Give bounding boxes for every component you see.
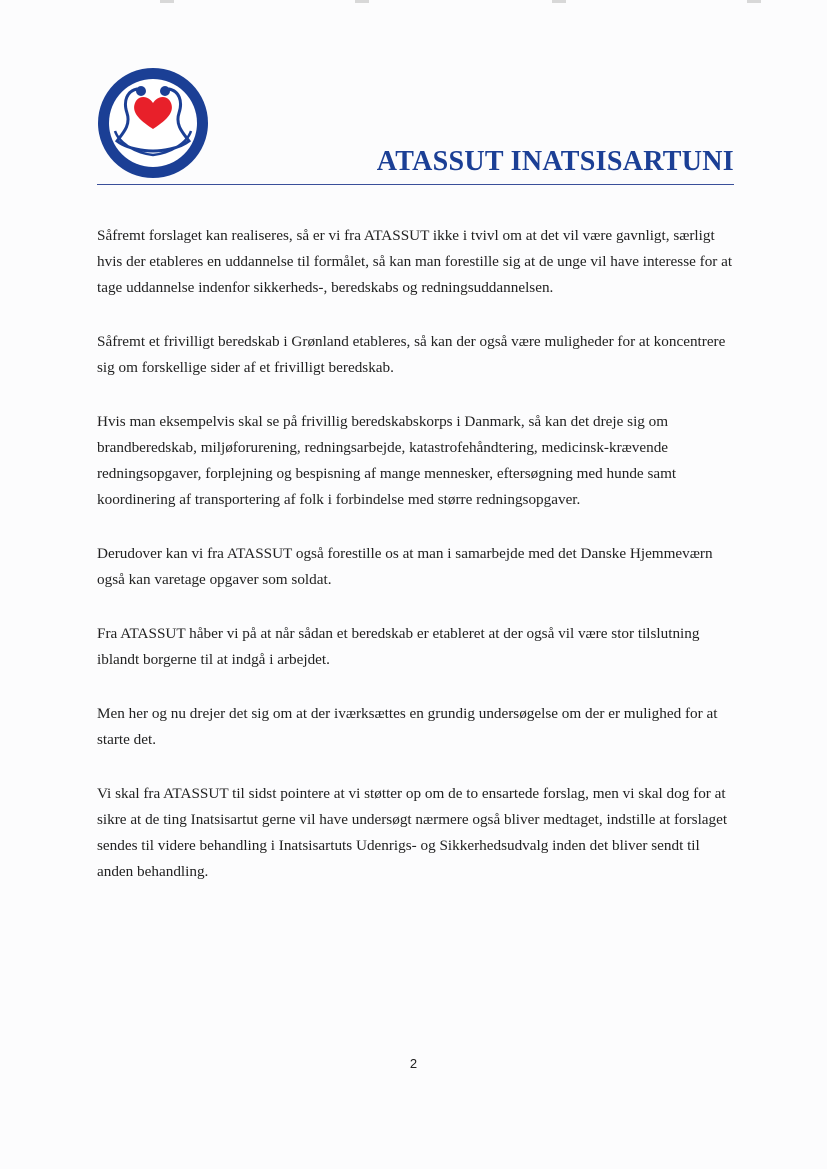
scan-artifact — [355, 0, 369, 3]
atassut-logo-icon — [97, 67, 209, 179]
page-number: 2 — [409, 1056, 418, 1071]
paragraph: Såfremt et frivilligt beredskab i Grønland etableres, så kan der også være muligheder for at koncentrere sig om forskellige sider af et frivilligt beredskab. — [97, 333, 726, 376]
scan-artifact — [552, 0, 566, 3]
header-divider — [97, 184, 734, 185]
paragraph: Fra ATASSUT håber vi på at når sådan et beredskab er etableret at der også vil være stor tilslutning iblandt borgerne til at indgå i arbejdet. — [97, 625, 700, 668]
organization-title: ATASSUT INATSISARTUNI — [376, 146, 734, 177]
paragraph: Derudover kan vi fra ATASSUT også forestille os at man i samarbejde med det Danske Hjemmeværn også kan varetage opgaver som soldat. — [97, 545, 713, 588]
paragraph: Vi skal fra ATASSUT til sidst pointere at vi støtter op om de to ensartede forslag, men vi skal dog for at sikre at de ting Inatsisartut gerne vil have undersøgt nærmere også bliver medtaget, indstille at forslaget sendes til videre behandling i Inatsisartuts Udenrigs- og Sikkerhedsudvalg inden det bliver sendt til anden behandling. — [97, 785, 728, 880]
paragraph: Hvis man eksempelvis skal se på frivillig beredskabskorps i Danmark, så kan det dreje sig om brandberedskab, miljøforurening, redningsarbejde, katastrofehåndtering, medicinsk-krævende redningsopgaver, forplejning og bespisning af mange mennesker, eftersøgning med hunde samt koordinering af transportering af folk i forbindelse med større redningsopgaver. — [97, 413, 677, 508]
paragraph: Men her og nu drejer det sig om at der iværksættes en grundig undersøgelse om der er mulighed for at starte det. — [97, 705, 718, 748]
scan-artifact — [747, 0, 761, 3]
scan-artifact — [160, 0, 174, 3]
document-body — [97, 223, 737, 913]
paragraph: Såfremt forslaget kan realiseres, så er vi fra ATASSUT ikke i tvivl om at det vil være gavnligt, særligt hvis der etableres en uddannelse til formålet, så kan man forestille sig at de unge vil have interesse for at tage uddannelse indenfor sikkerheds-, beredskabs og redningsuddannelsen. — [97, 227, 733, 296]
